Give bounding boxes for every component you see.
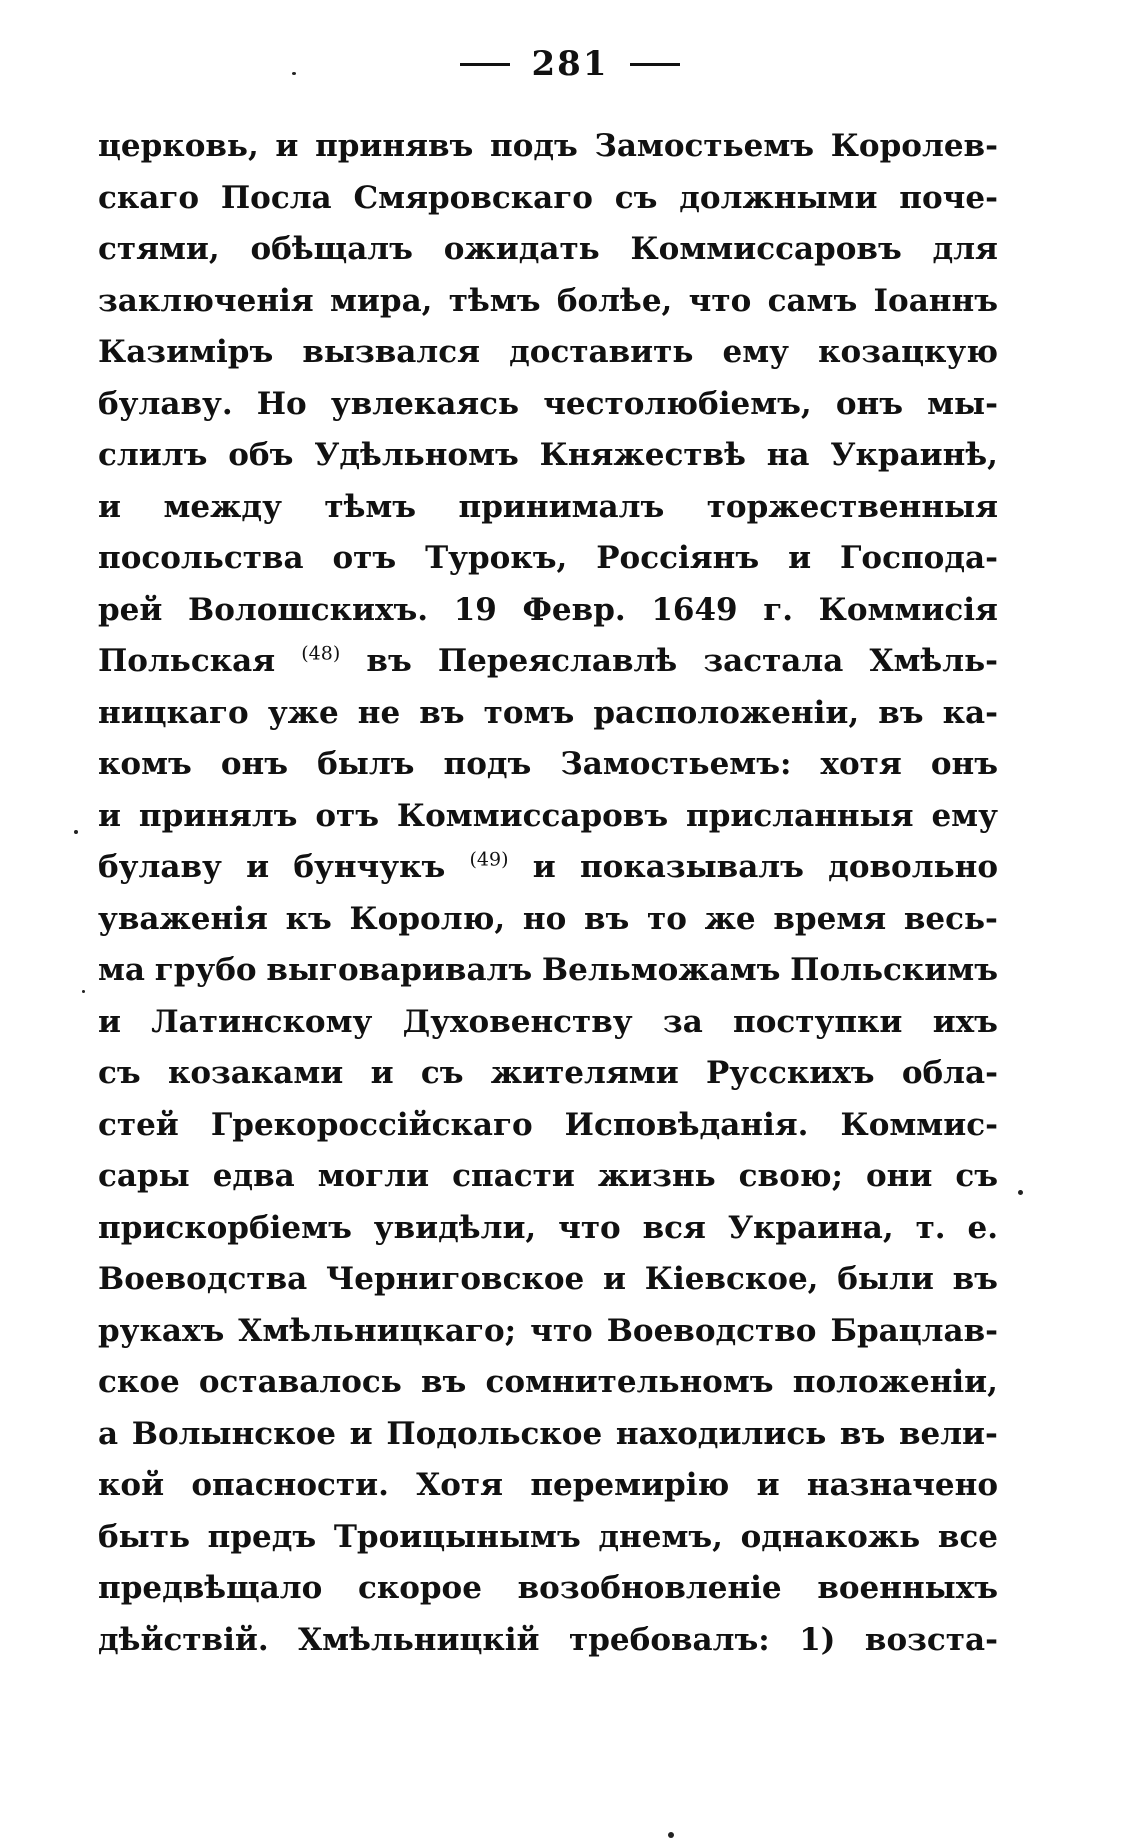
scan-speck (82, 990, 85, 993)
text-line: предвѣщало скорое возобновленіе военныхъ (98, 1570, 998, 1606)
text-line: ма грубо выговаривалъ Вельможамъ Польскимъ (98, 952, 998, 988)
text-line: стей Грекороссійскаго Исповѣданія. Коммис- (98, 1106, 998, 1143)
text-line: кой опасности. Хотя перемирію и назначено (98, 1467, 998, 1503)
text-line: и между тѣмъ принималъ торжественныя (98, 488, 998, 525)
text-line: а Волынское и Подольское находились въ вели- (98, 1415, 998, 1452)
text-line: Польская $^{(48)}$ въ Переяславлѣ застала Хмѣль- (98, 642, 998, 679)
text-line: заключенія мира, тѣмъ болѣе, что самъ Іоаннъ (98, 282, 998, 319)
text-line: скаго Посла Смяровскаго съ должными поче- (98, 179, 998, 216)
scan-speck (292, 72, 296, 75)
scan-speck (668, 1832, 674, 1838)
text-line: стями, обѣщалъ ожидать Коммиссаровъ для (98, 231, 998, 267)
text-line: и принялъ отъ Коммиссаровъ присланныя ему (98, 797, 998, 834)
header-dash-right (630, 63, 680, 66)
text-line: сары едва могли спасти жизнь свою; они съ (98, 1158, 998, 1194)
text-line: дѣйствій. Хмѣльницкій требовалъ: 1) возста- (98, 1621, 998, 1658)
text-line: церковь, и принявъ подъ Замостьемъ Королев- (98, 128, 998, 164)
text-line: уваженія къ Королю, но въ то же время весь- (98, 900, 998, 937)
body-text (98, 128, 998, 1673)
text-line: булаву и бунчукъ $^{(49)}$ и показывалъ довольно (98, 848, 998, 885)
scan-speck (1018, 1190, 1023, 1195)
text-line: ское оставалось въ сомнительномъ положеніи, (98, 1364, 998, 1400)
page-number: 281 (531, 44, 609, 84)
text-line: слилъ объ Удѣльномъ Княжествѣ на Украинѣ, (98, 437, 998, 473)
scan-speck (74, 830, 78, 834)
text-line: Воеводства Черниговское и Кіевское, были въ (98, 1261, 998, 1297)
text-line: рукахъ Хмѣльницкаго; что Воеводство Брацлав- (98, 1312, 998, 1349)
text-line: булаву. Но увлекаясь честолюбіемъ, онъ мы- (98, 385, 998, 422)
header-dash-left (460, 63, 510, 66)
text-line: съ козаками и съ жителями Русскихъ обла- (98, 1055, 998, 1091)
text-line: комъ онъ былъ подъ Замостьемъ: хотя онъ (98, 746, 998, 782)
text-line: Казиміръ вызвался доставить ему козацкую (98, 334, 998, 370)
text-line: прискорбіемъ увидѣли, что вся Украина, т. е. (98, 1209, 998, 1246)
text-line: рей Волошскихъ. 19 Февр. 1649 г. Коммисія (98, 591, 998, 628)
text-line: посольства отъ Турокъ, Россіянъ и Господа- (98, 540, 998, 576)
text-line: и Латинскому Духовенству за поступки ихъ (98, 1003, 998, 1040)
text-line: быть предъ Троицынымъ днемъ, однакожь все (98, 1518, 998, 1555)
text-line: ницкаго уже не въ томъ расположеніи, въ ка- (98, 694, 998, 731)
page-header (0, 42, 1140, 84)
